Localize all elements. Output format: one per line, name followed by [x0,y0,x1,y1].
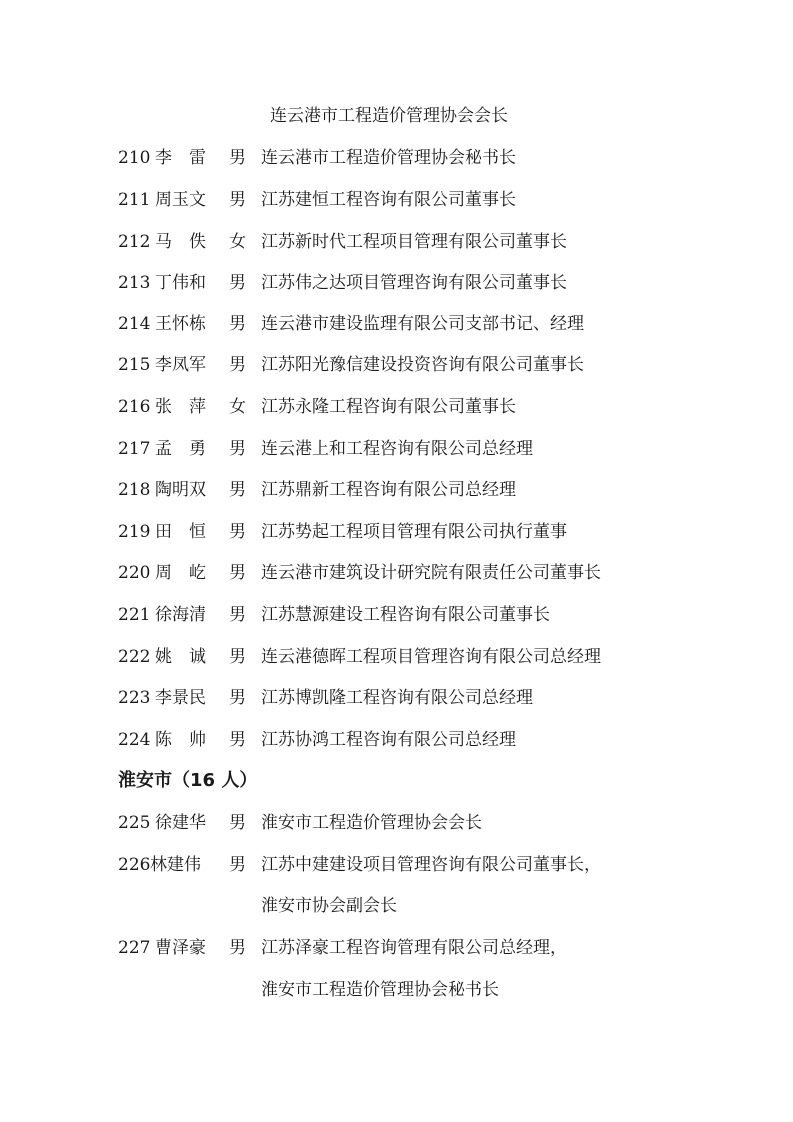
entry-gender: 男 [229,148,246,168]
entry-title: 江苏鼎新工程咨询有限公司总经理 [261,480,516,500]
entry-name: 马 佚 [155,232,206,252]
entry-gender: 男 [229,730,246,750]
entry-title: 江苏博凯隆工程咨询有限公司总经理 [261,688,533,708]
entry-gender: 男 [229,190,246,210]
entry-name: 姚 诚 [155,647,206,667]
continuation-line: 连云港市工程造价管理协会会长 [270,106,508,126]
entry-name: 曹泽豪 [155,938,206,958]
entry-title: 淮安市工程造价管理协会会长 [261,813,482,833]
entry-gender: 女 [229,232,246,252]
entry-title: 江苏新时代工程项目管理有限公司董事长 [261,232,567,252]
entry-number: 210 [118,148,151,168]
entry-title: 江苏慧源建设工程咨询有限公司董事长 [261,605,550,625]
entry-gender: 男 [229,480,246,500]
entry-title: 连云港市工程造价管理协会秘书长 [261,148,516,168]
entry-name: 李景民 [155,688,206,708]
entry-title: 连云港上和工程咨询有限公司总经理 [261,439,533,459]
entry-title: 江苏建恒工程咨询有限公司董事长 [261,190,516,210]
entry-number: 225 [118,813,151,833]
entry-name: 徐建华 [155,813,206,833]
entry-number: 212 [118,232,151,252]
entry-title: 江苏阳光豫信建设投资咨询有限公司董事长 [261,355,584,375]
entry-title: 江苏伟之达项目管理咨询有限公司董事长 [261,273,567,293]
entry-number: 224 [118,730,151,750]
entry-number: 211 [118,190,151,210]
entry-name: 丁伟和 [155,273,206,293]
entry-name: 李 雷 [155,148,206,168]
entry-title: 连云港市建筑设计研究院有限责任公司董事长 [261,563,601,583]
entry-number: 217 [118,439,151,459]
entry-title: 连云港德晖工程项目管理咨询有限公司总经理 [261,647,601,667]
entry-gender: 女 [229,397,246,417]
entry-gender: 男 [229,813,246,833]
entry-gender: 男 [229,439,246,459]
entry-title-continuation: 淮安市工程造价管理协会秘书长 [261,980,499,1000]
entry-gender: 男 [229,273,246,293]
entry-name: 徐海清 [155,605,206,625]
entry-number: 221 [118,605,151,625]
entry-number: 215 [118,355,151,375]
entry-gender: 男 [229,855,246,875]
entry-name: 林建伟 [150,855,201,875]
entry-number: 214 [118,314,151,334]
section-heading: 淮安市（16 人） [118,770,258,791]
entry-title: 江苏中建建设项目管理咨询有限公司董事长， [261,855,601,875]
entry-number: 213 [118,273,151,293]
entry-number: 220 [118,563,151,583]
entry-name: 陈 帅 [155,730,206,750]
entry-gender: 男 [229,647,246,667]
entry-title: 连云港市建设监理有限公司支部书记、经理 [261,314,584,334]
entry-title: 江苏泽豪工程咨询管理有限公司总经理， [261,938,567,958]
entry-gender: 男 [229,563,246,583]
entry-number: 218 [118,480,151,500]
entry-title-continuation: 淮安市协会副会长 [261,896,397,916]
entry-name: 陶明双 [155,480,206,500]
entry-number: 216 [118,397,151,417]
entry-name: 周玉文 [155,190,206,210]
entry-title: 江苏永隆工程咨询有限公司董事长 [261,397,516,417]
entry-gender: 男 [229,688,246,708]
entry-number: 219 [118,522,151,542]
entry-number: 222 [118,647,151,667]
entry-name: 周 屹 [155,563,206,583]
entry-name: 李凤军 [155,355,206,375]
entry-title: 江苏势起工程项目管理有限公司执行董事 [261,522,567,542]
entry-gender: 男 [229,605,246,625]
entry-title: 江苏协鸿工程咨询有限公司总经理 [261,730,516,750]
entry-name: 王怀栋 [155,314,206,334]
entry-name: 张 萍 [155,397,206,417]
entry-name: 孟 勇 [155,439,206,459]
entry-gender: 男 [229,355,246,375]
entry-gender: 男 [229,938,246,958]
entry-name: 田 恒 [155,522,206,542]
entry-number: 226 [118,855,151,875]
entry-gender: 男 [229,522,246,542]
entry-gender: 男 [229,314,246,334]
entry-number: 223 [118,688,151,708]
entry-number: 227 [118,938,151,958]
